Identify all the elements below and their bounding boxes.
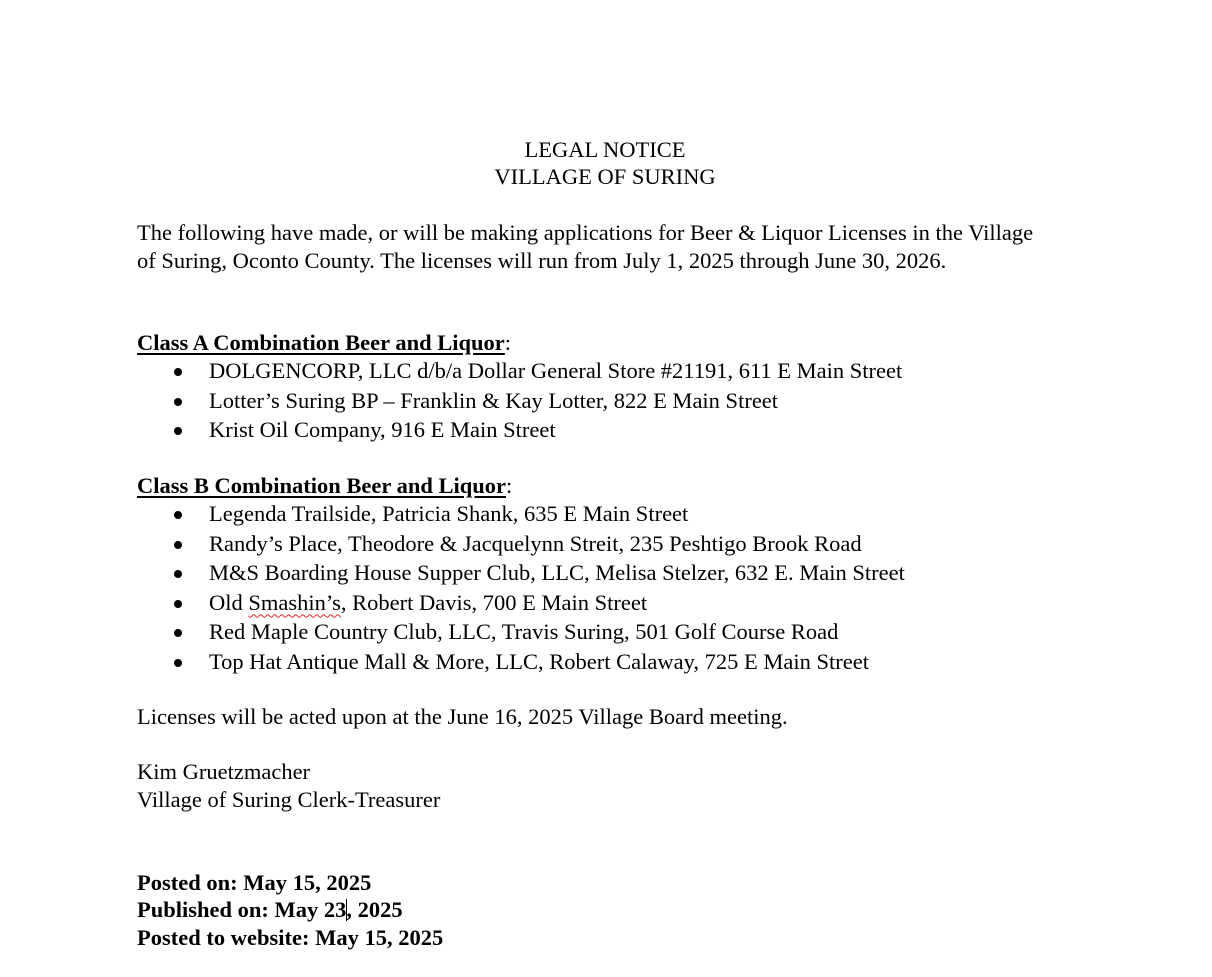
- list-item-text-suffix: , Robert Davis, 700 E Main Street: [340, 589, 648, 615]
- bullet-icon: [174, 600, 182, 608]
- intro-paragraph: The following have made, or will be making applications for Beer & Liquor Licenses in the Village of Suring, Oconto County. The licenses will run from July 1, 2025 through June 30, 2026.: [137, 220, 1034, 273]
- bullet-icon: [174, 427, 182, 435]
- list-item: [137, 356, 902, 386]
- list-item-text: Legenda Trailside, Patricia Shank, 635 E Main Street: [209, 501, 689, 526]
- published-on-text-end: , 2025: [346, 897, 403, 922]
- bullet-icon: [174, 368, 182, 376]
- class-a-heading-text: Class A Combination Beer and Liquor: [137, 330, 505, 355]
- class-a-heading-colon: :: [504, 330, 512, 355]
- class-b-heading-colon: :: [506, 473, 513, 498]
- list-item: [137, 415, 902, 445]
- list-item-text-prefix: Old: [209, 589, 249, 615]
- posted-to-website-line: Posted to website: May 15, 2025: [137, 925, 444, 950]
- signature-title: Village of Suring Clerk-Treasurer: [137, 787, 441, 812]
- list-item: [137, 499, 905, 529]
- bullet-icon: [174, 659, 182, 667]
- bullet-icon: [174, 511, 182, 519]
- posted-on-line: Posted on: May 15, 2025: [137, 870, 372, 895]
- list-item-text: DOLGENCORP, LLC d/b/a Dollar General Store #21191, 611 E Main Street: [209, 358, 903, 383]
- list-item-text: Top Hat Antique Mall & More, LLC, Robert Calaway, 725 E Main Street: [209, 648, 869, 674]
- village-title: VILLAGE OF SURING: [494, 164, 716, 189]
- spellcheck-flagged-word[interactable]: Smashin’s: [248, 589, 341, 615]
- list-item: [137, 647, 905, 677]
- list-item-text: Lotter’s Suring BP – Franklin & Kay Lotter, 822 E Main Street: [209, 387, 779, 413]
- signature-name: Kim Gruetzmacher: [137, 759, 311, 784]
- class-b-heading-text: Class B Combination Beer and Liquor: [137, 473, 507, 498]
- list-item: [137, 529, 905, 559]
- list-item-text: Randy’s Place, Theodore & Jacquelynn Streit, 235 Peshtigo Brook Road: [209, 530, 862, 556]
- acted-upon-paragraph: Licenses will be acted upon at the June 16, 2025 Village Board meeting.: [137, 704, 788, 729]
- class-b-list: [137, 499, 905, 676]
- list-item-text: Red Maple Country Club, LLC, Travis Suring, 501 Golf Course Road: [209, 619, 839, 644]
- published-on-text-start: Published on: May 23: [137, 897, 347, 922]
- class-b-heading: [137, 472, 512, 499]
- list-item: [137, 617, 905, 647]
- list-item: [137, 386, 902, 416]
- bullet-icon: [174, 629, 182, 637]
- class-a-list: [137, 356, 902, 445]
- list-item-text: M&S Boarding House Supper Club, LLC, Melisa Stelzer, 632 E. Main Street: [209, 560, 905, 585]
- list-item: [137, 588, 905, 618]
- notice-title: LEGAL NOTICE: [524, 137, 686, 162]
- published-on-line[interactable]: [137, 896, 403, 924]
- list-item-text: Krist Oil Company, 916 E Main Street: [209, 417, 556, 442]
- bullet-icon: [174, 398, 182, 406]
- class-a-heading: [137, 329, 511, 356]
- list-item: [137, 558, 905, 588]
- bullet-icon: [174, 570, 182, 578]
- bullet-icon: [174, 541, 182, 549]
